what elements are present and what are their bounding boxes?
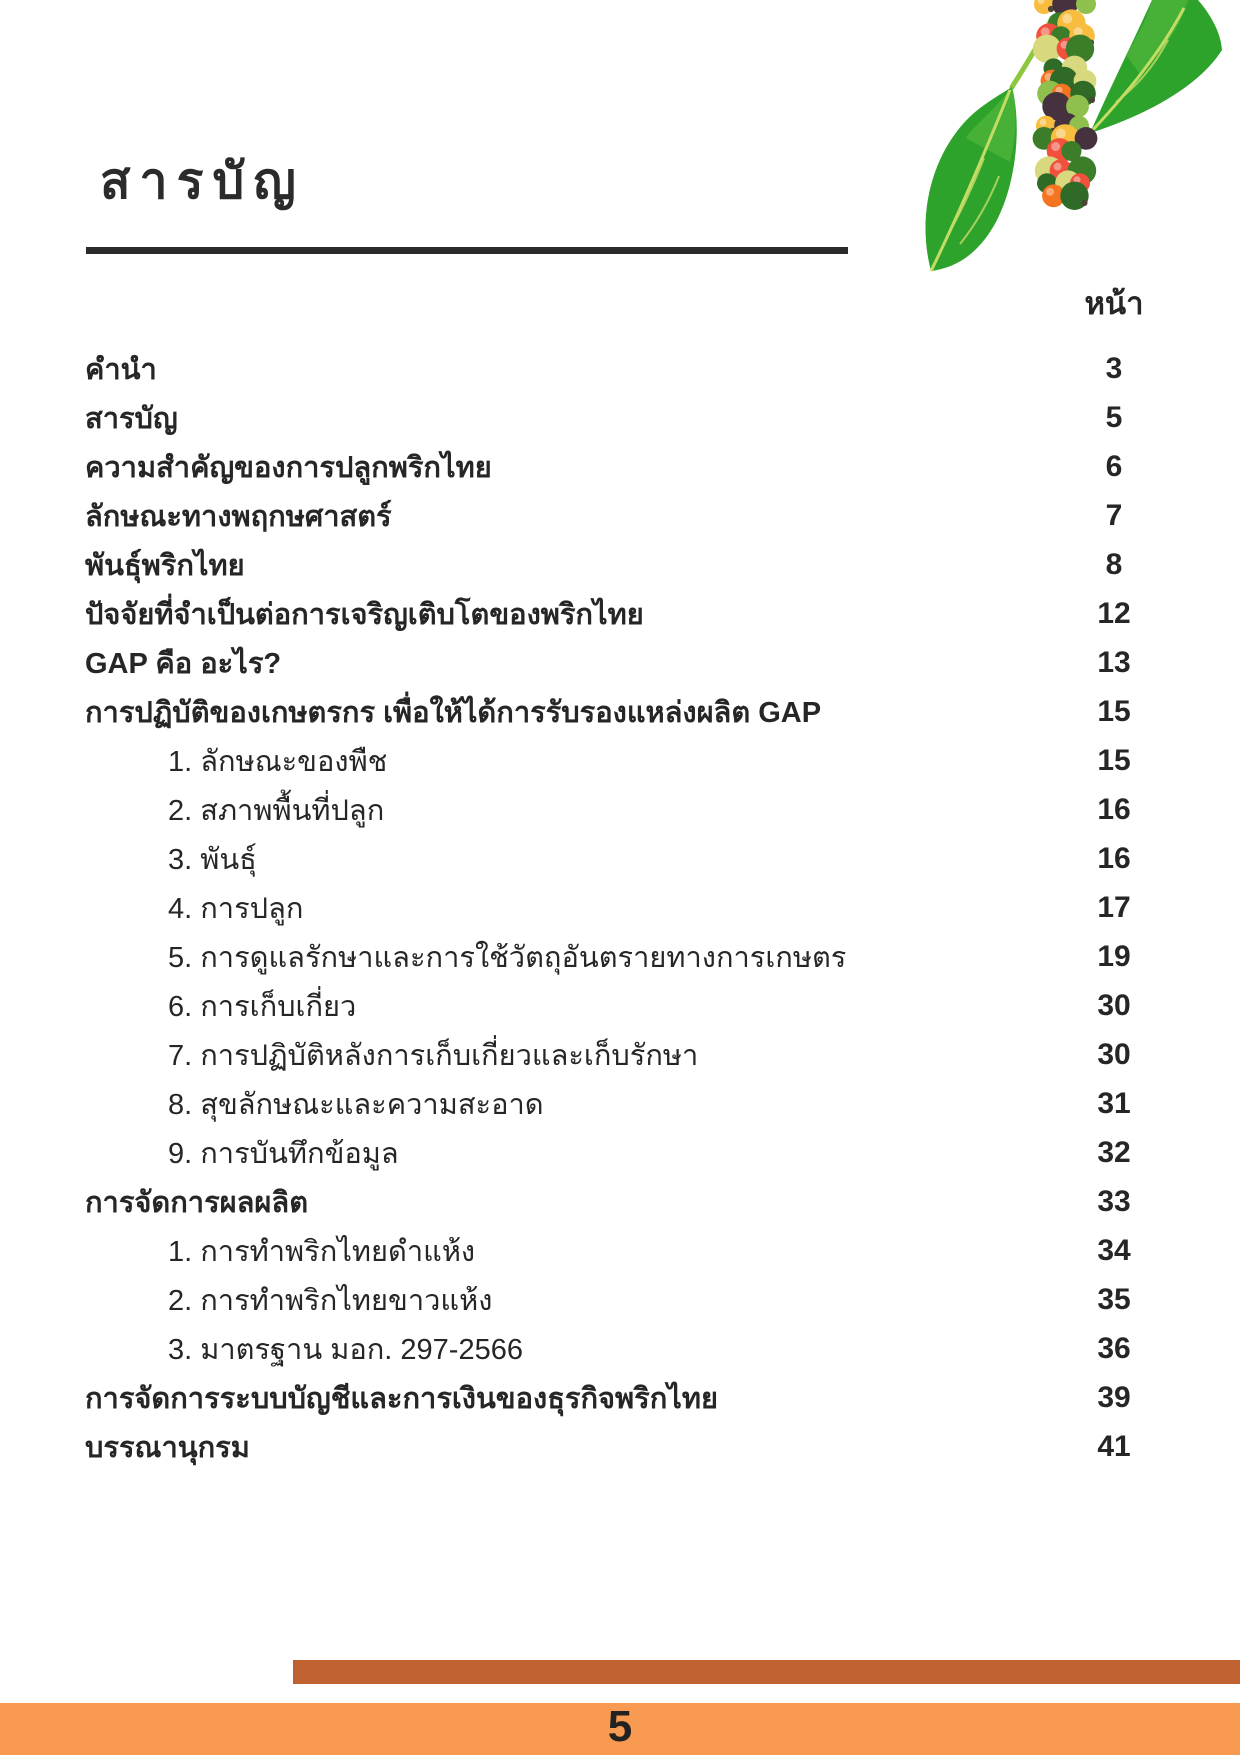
toc-entry-page-number: 15 (1097, 743, 1131, 777)
toc-entry-label: บรรณานุกรม (85, 1431, 250, 1464)
toc-entry-page-number: 7 (1105, 498, 1123, 532)
toc-entry-page-number: 30 (1097, 1037, 1131, 1071)
berry-dot (1081, 200, 1087, 206)
berry-highlight (1046, 188, 1054, 196)
toc-entry-label: GAP คือ อะไร? (85, 647, 282, 680)
toc-entry-label: 3. พันธุ์ (168, 843, 257, 876)
toc-entry-page-number: 17 (1097, 890, 1131, 924)
toc-entry-page-number: 3 (1105, 351, 1123, 385)
toc-entry (85, 1177, 1160, 1226)
toc-entry-label: 3. มาตรฐาน มอก. 297-2566 (168, 1333, 523, 1366)
toc-entry-page-number: 13 (1097, 645, 1131, 679)
toc-entry-label: ปัจจัยที่จำเป็นต่อการเจริญเติบโตของพริกไทย (85, 598, 644, 631)
toc-entry-page-number: 41 (1097, 1429, 1131, 1463)
toc-entry-page-number: 33 (1097, 1184, 1131, 1218)
page-title: สารบัญ (100, 153, 305, 209)
toc-entry-page-number: 19 (1097, 939, 1131, 973)
toc-entry-page-number: 30 (1097, 988, 1131, 1022)
toc-entry (85, 785, 1160, 834)
page-column-header: หน้า (1084, 286, 1144, 321)
toc-entry-label: 9. การบันทึกข้อมูล (168, 1137, 399, 1170)
toc-entry (85, 687, 1160, 736)
toc-entry (85, 834, 1160, 883)
title-underline-divider (86, 247, 848, 254)
toc-entry (85, 393, 1160, 442)
toc-entry-page-number: 16 (1097, 792, 1131, 826)
toc-entry (85, 1226, 1160, 1275)
toc-entry-label: 4. การปลูก (168, 892, 304, 925)
footer-page-number: 5 (607, 1702, 633, 1751)
toc-entry-label: คำนำ (85, 353, 157, 386)
toc-entry-label: 7. การปฏิบัติหลังการเก็บเกี่ยวและเก็บรักษา (168, 1039, 699, 1072)
toc-entry-label: พันธุ์พริกไทย (85, 549, 245, 582)
toc-entry-label: 2. สภาพพื้นที่ปลูก (168, 794, 385, 827)
toc-entry-label: การจัดการผลผลิต (85, 1186, 309, 1219)
toc-entry (85, 344, 1160, 393)
berry-dot (1089, 97, 1095, 103)
berry-highlight (1054, 163, 1062, 171)
toc-entry-label: 6. การเก็บเกี่ยว (168, 990, 357, 1023)
toc-entry-page-number: 34 (1097, 1233, 1131, 1267)
toc-entry-page-number: 6 (1105, 449, 1123, 483)
berry-highlight (1040, 119, 1047, 126)
toc-entry-page-number: 35 (1097, 1282, 1131, 1316)
toc-entry (85, 981, 1160, 1030)
peppercorn-spike (1033, 0, 1098, 210)
toc-entry (85, 491, 1160, 540)
toc-entry (85, 883, 1160, 932)
toc-entry (85, 1324, 1160, 1373)
toc-entry-page-number: 32 (1097, 1135, 1131, 1169)
toc-entry-label: 2. การทำพริกไทยขาวแห้ง (168, 1284, 493, 1317)
toc-entry (85, 1275, 1160, 1324)
toc-list (85, 344, 1160, 1471)
berry-highlight (1062, 14, 1072, 24)
footer-accent-bar (293, 1660, 1240, 1684)
peppercorn-branch-illustration (900, 0, 1240, 300)
toc-entry-page-number: 31 (1097, 1086, 1131, 1120)
toc-entry (85, 442, 1160, 491)
toc-entry-label: ความสำคัญของการปลูกพริกไทย (85, 451, 492, 484)
toc-entry-label: 1. การทำพริกไทยดำแห้ง (168, 1235, 476, 1268)
toc-entry (85, 736, 1160, 785)
footer-bar (0, 1703, 1240, 1755)
toc-entry (85, 1079, 1160, 1128)
toc-entry-label: 8. สุขลักษณะและความสะอาด (168, 1088, 544, 1121)
toc-entry-page-number: 16 (1097, 841, 1131, 875)
pepper-leaf-left (925, 87, 1016, 271)
toc-entry-label: การจัดการระบบบัญชีและการเงินของธุรกิจพริกไทย (85, 1382, 718, 1415)
toc-entry (85, 932, 1160, 981)
toc-entry (85, 540, 1160, 589)
berry-highlight (1056, 128, 1066, 138)
toc-entry (85, 1422, 1160, 1471)
toc-entry-label: ลักษณะทางพฤกษศาสตร์ (85, 500, 392, 533)
toc-entry-page-number: 39 (1097, 1380, 1131, 1414)
toc-entry-page-number: 15 (1097, 694, 1131, 728)
toc-entry-page-number: 36 (1097, 1331, 1131, 1365)
toc-entry (85, 1030, 1160, 1079)
berry-highlight (1051, 142, 1060, 151)
toc-entry (85, 638, 1160, 687)
toc-entry-label: การปฏิบัติของเกษตรกร เพื่อให้ได้การรับรองแหล่งผลิต GAP (85, 696, 822, 729)
toc-entry-page-number: 8 (1105, 547, 1123, 581)
toc-entry-page-number: 5 (1105, 400, 1123, 434)
toc-entry-label: 1. ลักษณะของพืช (168, 745, 388, 778)
toc-entry-label: สารบัญ (85, 402, 178, 435)
toc-entry-page-number: 12 (1097, 596, 1131, 630)
toc-entry (85, 1373, 1160, 1422)
toc-entry-label: 5. การดูแลรักษาและการใช้วัตถุอันตรายทางการเกษตร (168, 941, 847, 974)
pepper-leaf-right (1090, 0, 1222, 133)
toc-entry (85, 589, 1160, 638)
toc-entry (85, 1128, 1160, 1177)
